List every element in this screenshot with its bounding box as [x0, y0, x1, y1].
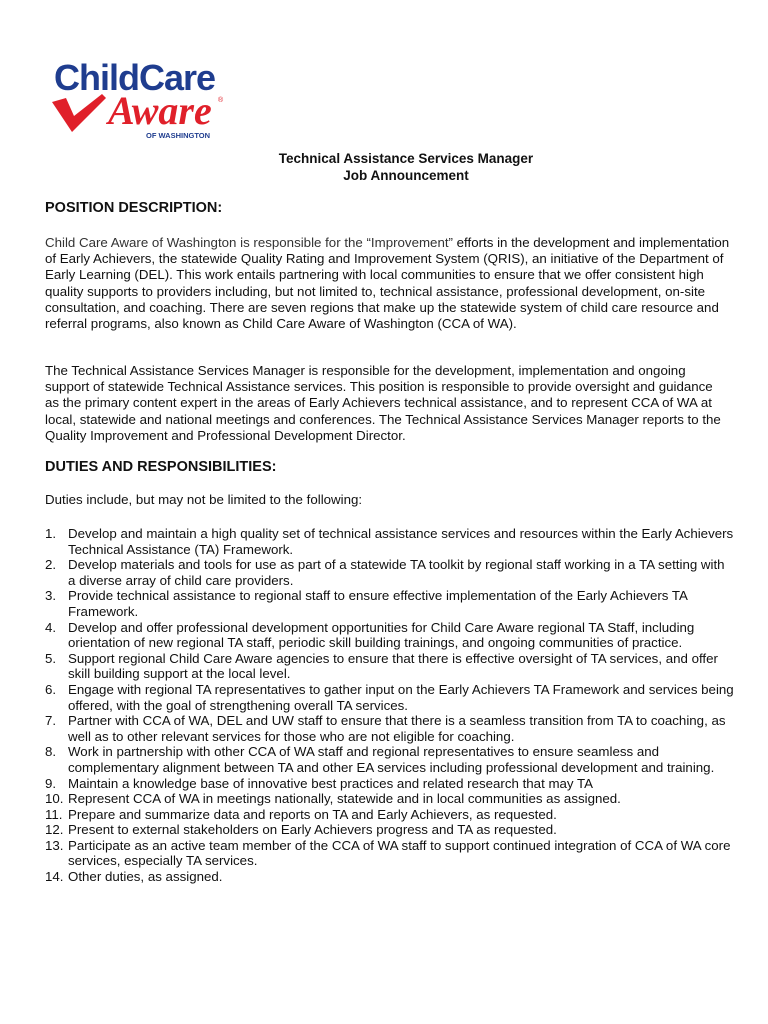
- list-text: Support regional Child Care Aware agencies to ensure that there is effective oversight of TA services, and offer skill building support at the local level.: [68, 650, 718, 682]
- list-item: [45, 557, 735, 588]
- list-text: Prepare and summarize data and reports on TA and Early Achievers, as requested.: [68, 806, 557, 822]
- list-text: Partner with CCA of WA, DEL and UW staff to ensure that there is a seamless transition from TA to coaching, as well as to other relevant services for those who are not eligible for coaching.: [68, 713, 726, 744]
- list-item: [45, 713, 735, 744]
- list-number: 14.: [45, 869, 64, 885]
- list-text: Represent CCA of WA in meetings nationally, statewide and in local communities as assigned.: [68, 791, 621, 807]
- position-paragraph-1-rest: efforts in the development and implementation of Early Achievers, the statewide Quality Rating and Improvement System (QRIS), an initiative of the Department of Early Learning (DEL). This work entails partnering with local communities to ensure that we offer consistent high quality supports to providers including, but not limited to, technical assistance, professional development, on-site consultation, and coaching. There are seven regions that make up the statewide system of child care resource and referral programs, also known as Child Care Aware of Washington (CCA of WA).: [45, 235, 730, 332]
- list-text: Present to external stakeholders on Early Achievers progress and TA as requested.: [68, 822, 557, 838]
- list-item: [45, 791, 735, 807]
- duties-heading: DUTIES AND RESPONSIBILITIES:: [45, 459, 277, 475]
- checkmark-icon: [52, 94, 106, 132]
- logo-line1: ChildCare: [54, 57, 216, 98]
- list-number: 3.: [45, 588, 57, 604]
- list-text: Engage with regional TA representatives to gather input on the Early Achievers TA Framework and services being offered, with the goal of strengthening overall TA services.: [68, 681, 734, 713]
- list-item: [45, 869, 735, 885]
- list-number: 7.: [45, 713, 57, 729]
- list-item: [45, 807, 735, 823]
- duties-list: [45, 526, 735, 885]
- list-number: 11.: [45, 806, 63, 822]
- position-paragraph-1-lead: Child Care Aware of Washington is responsible for the “Improvement”: [45, 235, 453, 250]
- list-text: Provide technical assistance to regional staff to ensure effective implementation of the Early Achievers TA Framework.: [68, 588, 688, 619]
- position-paragraph-2: The Technical Assistance Services Manager is responsible for the development, implementation and ongoing support of statewide Technical Assistance services. This position is responsible to provide oversight and guidance as the primary content expert in the areas of Early Achievers technical assistance, and to represent CCA of WA at local, statewide and national meetings and conferences. The Technical Assistance Services Manager reports to the Quality Improvement and Professional Development Director.: [45, 363, 721, 443]
- list-text: Other duties, as assigned.: [68, 869, 223, 885]
- position-description-heading: POSITION DESCRIPTION:: [45, 200, 223, 216]
- list-item: [45, 620, 735, 651]
- duties-intro: Duties include, but may not be limited to the following:: [45, 492, 363, 507]
- list-number: 2.: [45, 557, 57, 573]
- list-item: [45, 776, 735, 792]
- list-number: 12.: [45, 822, 64, 838]
- list-number: 8.: [45, 744, 57, 760]
- position-paragraph-1: [45, 235, 730, 332]
- list-item: [45, 588, 735, 619]
- list-item: [45, 838, 735, 869]
- document-titles: [0, 150, 768, 184]
- list-item: [45, 822, 735, 838]
- childcare-aware-logo: [50, 50, 240, 142]
- list-number: 10.: [45, 791, 64, 807]
- logo-line2: Aware: [108, 88, 212, 133]
- list-item: [45, 744, 735, 775]
- list-number: 9.: [45, 775, 57, 791]
- list-text: Maintain a knowledge base of innovative best practices and related research that may TA: [68, 775, 594, 791]
- list-text: Participate as an active team member of the CCA of WA staff to support continued integration of CCA of WA core services, especially TA services.: [68, 837, 731, 869]
- list-item: [45, 526, 735, 557]
- page-title: Technical Assistance Services Manager: [278, 151, 534, 166]
- page-subtitle: Job Announcement: [343, 168, 469, 183]
- logo-registered: ®: [218, 97, 224, 104]
- list-number: 6.: [45, 681, 57, 697]
- list-number: 13.: [45, 837, 64, 853]
- list-item: [45, 651, 735, 682]
- list-item: [45, 682, 735, 713]
- list-text: Develop and maintain a high quality set of technical assistance services and resources within the Early Achievers Technical Assistance (TA) Framework.: [68, 526, 734, 557]
- list-number: 1.: [45, 526, 57, 541]
- list-text: Develop materials and tools for use as part of a statewide TA toolkit by regional staff working in a TA setting with a diverse array of child care providers.: [68, 557, 725, 588]
- list-text: Work in partnership with other CCA of WA staff and regional representatives to ensure seamless and complementary alignment between TA and other EA services including professional development and training.: [68, 744, 715, 775]
- list-number: 4.: [45, 619, 57, 635]
- logo-subline: OF WASHINGTON: [146, 131, 211, 140]
- list-number: 5.: [45, 650, 57, 666]
- list-text: Develop and offer professional development opportunities for Child Care Aware regional TA Staff, including orientation of new regional TA staff, periodic skill building trainings, and ongoing communities of practice.: [68, 619, 695, 651]
